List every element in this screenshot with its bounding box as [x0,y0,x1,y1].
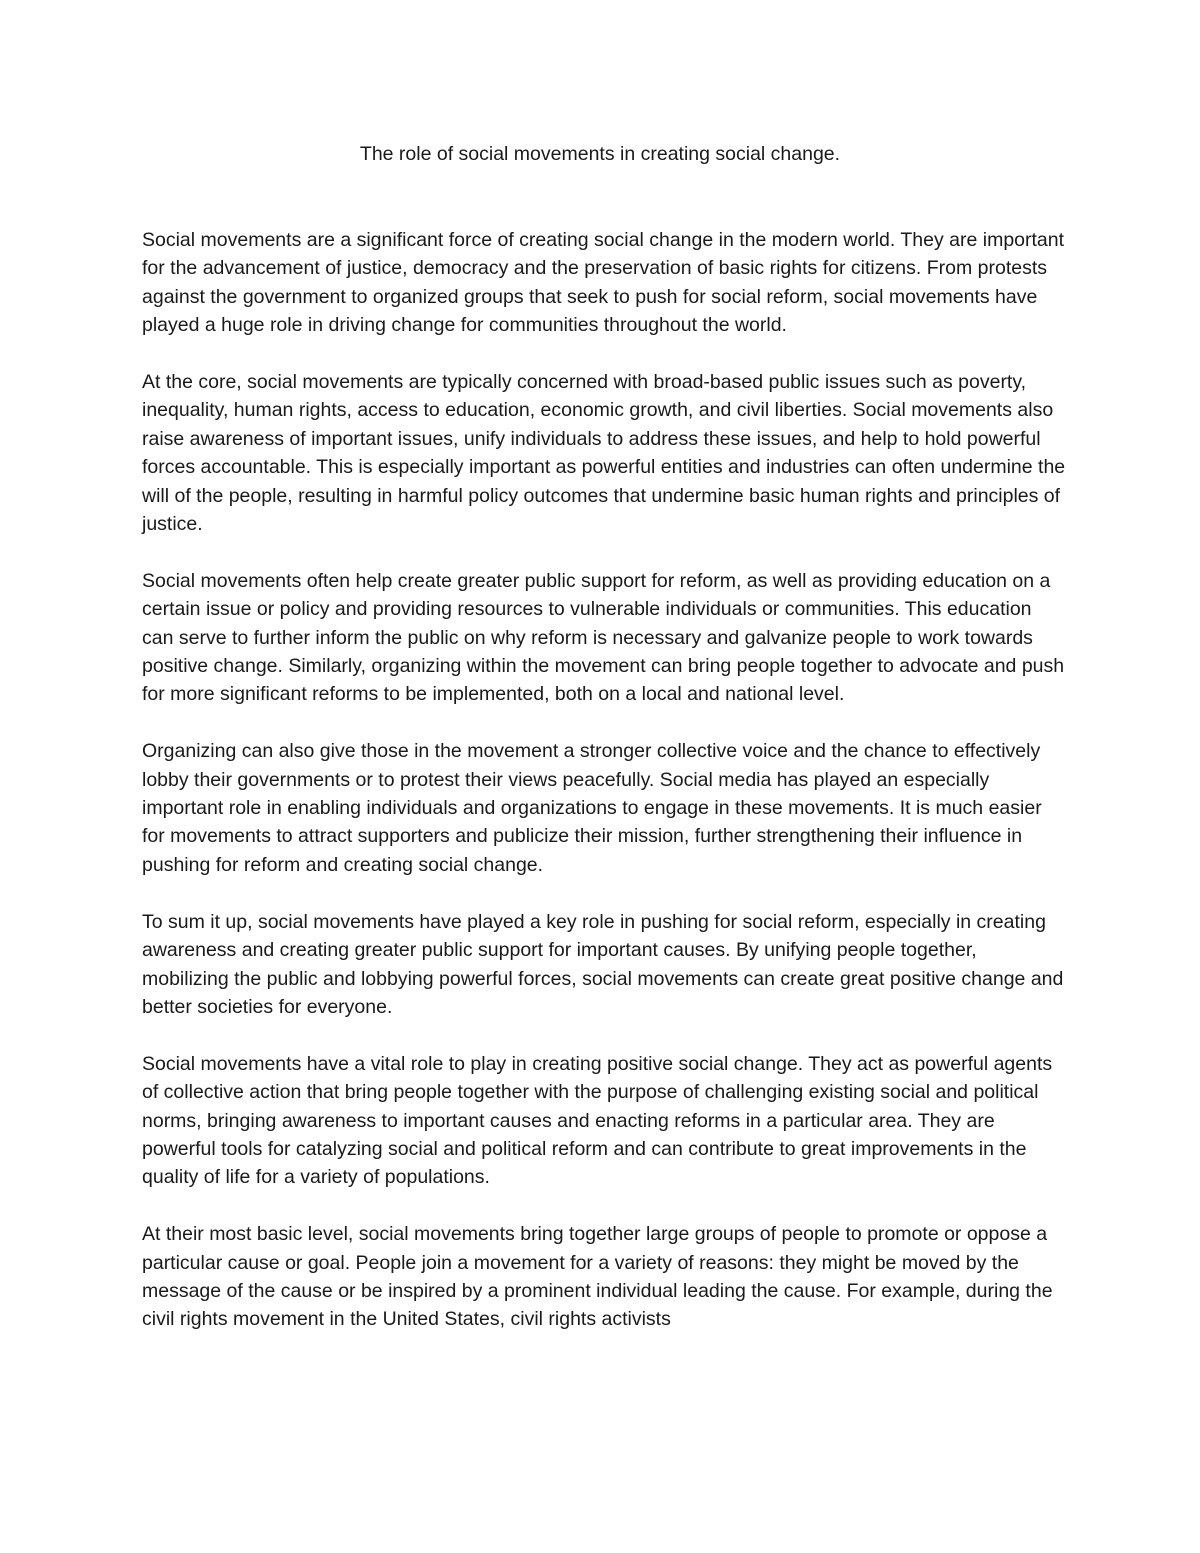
paragraph-7: At their most basic level, social movements bring together large groups of people to promote or oppose a particular cause or goal. People join a movement for a variety of reasons: they might be moved by the message of the cause or be inspired by a prominent individual leading the cause. For example, during the civil rights movement in the United States, civil rights activists [142,1223,1053,1331]
paragraph-3: Social movements often help create greater public support for reform, as well as providing education on a certain issue or policy and providing resources to vulnerable individuals or communities. This education can serve to further inform the public on why reform is necessary and galvanize people to work towards positive change. Similarly, organizing within the movement can bring people together to advocate and push for more significant reforms to be implemented, both on a local and national level. [142,569,1065,706]
paragraph-5: To sum it up, social movements have played a key role in pushing for social reform, especially in creating awareness and creating greater public support for important causes. By unifying people together, mobilizing the public and lobbying powerful forces, social movements can create great positive change and better societies for everyone. [142,910,1064,1018]
paragraph-6: Social movements have a vital role to play in creating positive social change. They act as powerful agents of collective action that bring people together with the purpose of challenging existing social and political norms, bringing awareness to important causes and enacting reforms in a particular area. They are powerful tools for catalyzing social and political reform and can contribute to great improvements in the quality of life for a variety of populations. [142,1052,1053,1189]
paragraph-2: At the core, social movements are typically concerned with broad-based public issues such as poverty, inequality, human rights, access to education, economic growth, and civil liberties. Social movements also raise awareness of important issues, unify individuals to address these issues, and help to hold powerful forces accountable. This is especially important as powerful entities and industries can often undermine the will of the people, resulting in harmful policy outcomes that undermine basic human rights and principles of justice. [142,371,1066,536]
paragraph-1: Social movements are a significant force of creating social change in the modern world. They are important for the advancement of justice, democracy and the preservation of basic rights for citizens. From protests against the government to organized groups that seek to push for social reform, social movements have played a huge role in driving change for communities throughout the world. [142,229,1065,337]
paragraph-4: Organizing can also give those in the movement a stronger collective voice and the chance to effectively lobby their governments or to protest their views peacefully. Social media has played an especially important role in enabling individuals and organizations to engage in these movements. It is much easier for movements to attract supporters and publicize their mission, further strengthening their influence in pushing for reform and creating social change. [142,740,1042,876]
document-body [142,226,1067,1334]
document-title: The role of social movements in creating social change. [359,143,841,165]
